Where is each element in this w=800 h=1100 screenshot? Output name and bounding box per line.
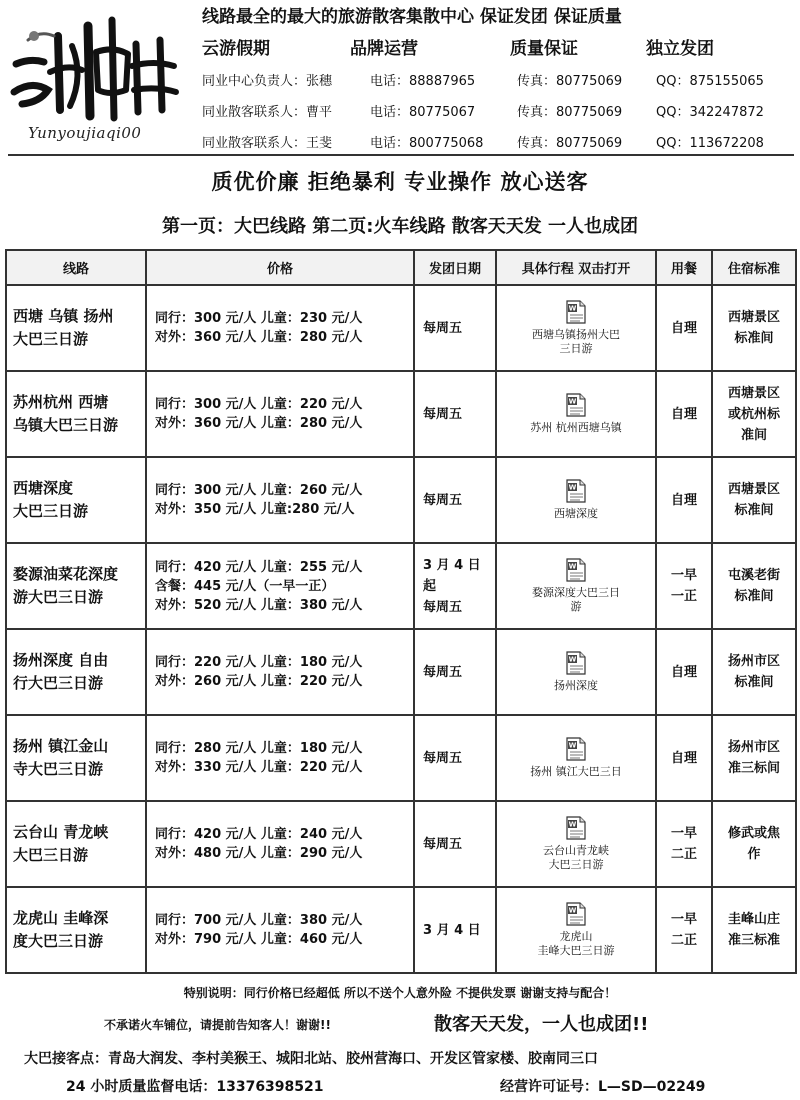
itinerary-cell[interactable]	[496, 801, 656, 887]
meal-plan: 一早	[670, 568, 697, 583]
brand-item: 质量保证	[510, 39, 578, 59]
contact-row	[202, 70, 792, 90]
itinerary-cell[interactable]	[496, 457, 656, 543]
route-name: 乌镇大巴三日游	[13, 416, 119, 434]
hotel-cell	[712, 715, 796, 801]
logo	[10, 6, 185, 146]
contact-role: 同业中心负责人：张穗	[202, 74, 333, 89]
date-cell	[414, 629, 496, 715]
meal-cell	[656, 801, 712, 887]
contact-phone: 电话：88887965	[370, 74, 476, 89]
svg-text:W: W	[568, 562, 577, 571]
price-cell	[146, 543, 414, 629]
route-name: 扬州深度 自由	[13, 651, 109, 669]
svg-text:W: W	[568, 906, 577, 915]
price-line: 对外：360 元/人 儿童：280 元/人	[155, 416, 363, 431]
pickup-points: 大巴接客点：青岛大润发、李村美猴王、城阳北站、胶州营海口、开发区管家楼、胶南同三口	[24, 1051, 598, 1067]
tagline-sub: 第一页：大巴线路 第二页:火车线路 散客天天发 一人也成团	[162, 216, 638, 237]
itinerary-file-name: 扬州深度	[554, 679, 598, 692]
price-line: 含餐：445 元/人（一早一正）	[155, 578, 335, 594]
header-divider	[8, 154, 794, 156]
price-cell	[146, 801, 414, 887]
word-document-icon[interactable]	[565, 737, 587, 761]
price-line: 同行：300 元/人 儿童：260 元/人	[155, 483, 363, 498]
special-note: 特别说明：同行价格已经超低 所以不送个人意外险 不提供发票 谢谢支持与配合！	[183, 986, 617, 1000]
price-line: 同行：220 元/人 儿童：180 元/人	[155, 655, 363, 670]
itinerary-cell[interactable]	[496, 715, 656, 801]
hotel-cell	[712, 543, 796, 629]
price-cell	[146, 371, 414, 457]
footer-slogan: 散客天天发，一人也成团!!	[434, 1014, 649, 1035]
route-name: 寺大巴三日游	[13, 760, 104, 778]
meal-cell	[656, 285, 712, 371]
price-line: 对外：350 元/人 儿童:280 元/人	[155, 502, 355, 517]
svg-text:W: W	[568, 741, 577, 750]
quality-hotline: 24 小时质量监督电话：13376398521	[66, 1079, 324, 1095]
header-slogan: 线路最全的最大的旅游散客集散中心 保证发团 保证质量	[202, 7, 622, 27]
route-cell	[6, 457, 146, 543]
departure-date: 每周五	[423, 750, 463, 766]
hotel-cell	[712, 887, 796, 973]
hotel-standard: 标准间	[734, 675, 774, 690]
itinerary-file-name: 婺源深度大巴三日	[532, 586, 620, 599]
itinerary-file-name: 游	[570, 600, 582, 613]
route-cell	[6, 371, 146, 457]
meal-cell	[656, 457, 712, 543]
meal-plan: 自理	[670, 320, 697, 336]
hotel-cell	[712, 371, 796, 457]
price-line: 同行：300 元/人 儿童：220 元/人	[155, 397, 363, 412]
hotel-standard: 修武或焦	[727, 826, 780, 841]
meal-cell	[656, 543, 712, 629]
hotel-standard: 或杭州标	[727, 406, 780, 422]
date-cell	[414, 715, 496, 801]
contact-row	[202, 101, 792, 121]
meal-plan: 自理	[670, 406, 697, 422]
route-table	[5, 249, 797, 974]
train-note: 不承诺火车铺位，请提前告知客人！谢谢!!	[104, 1018, 331, 1032]
brand-item: 独立发团	[646, 39, 714, 59]
departure-date: 每周五	[423, 664, 463, 680]
itinerary-file-name: 云台山青龙峡	[543, 844, 609, 857]
price-cell	[146, 285, 414, 371]
price-cell	[146, 887, 414, 973]
price-cell	[146, 629, 414, 715]
table-row	[6, 715, 796, 801]
route-name: 龙虎山 圭峰深	[13, 909, 109, 927]
hotel-cell	[712, 629, 796, 715]
route-name: 大巴三日游	[13, 502, 89, 520]
price-line: 同行：300 元/人 儿童：230 元/人	[155, 311, 363, 326]
header	[0, 0, 800, 156]
hotel-standard: 扬州市区	[727, 654, 780, 669]
word-document-icon[interactable]	[565, 479, 587, 503]
table-row	[6, 887, 796, 973]
meal-plan: 自理	[670, 492, 697, 508]
price-line: 同行：700 元/人 儿童：380 元/人	[155, 913, 363, 928]
meal-plan: 自理	[670, 750, 697, 766]
hotel-cell	[712, 457, 796, 543]
hotel-standard: 作	[747, 847, 761, 862]
hotel-standard: 标准间	[734, 589, 774, 604]
header-itinerary: 具体行程 双击打开	[496, 250, 656, 285]
date-cell	[414, 887, 496, 973]
itinerary-file-name: 龙虎山	[559, 930, 593, 943]
meal-plan: 自理	[670, 664, 697, 680]
itinerary-cell[interactable]	[496, 543, 656, 629]
route-cell	[6, 543, 146, 629]
route-name: 大巴三日游	[13, 846, 89, 864]
header-route: 线路	[6, 250, 146, 285]
contact-qq: QQ：875155065	[656, 74, 764, 89]
hotel-standard: 准间	[740, 427, 767, 443]
table-row	[6, 629, 796, 715]
route-cell	[6, 629, 146, 715]
contact-role: 同业散客联系人：曹平	[202, 105, 333, 120]
hotel-standard: 准三标准	[727, 933, 780, 948]
route-name: 云台山 青龙峡	[13, 823, 109, 841]
hotel-standard: 标准间	[734, 331, 774, 346]
itinerary-cell[interactable]	[496, 371, 656, 457]
hotel-standard: 西塘景区	[727, 385, 780, 401]
hotel-standard: 西塘景区	[727, 310, 780, 325]
departure-date: 每周五	[423, 492, 463, 508]
date-cell	[414, 457, 496, 543]
price-cell	[146, 457, 414, 543]
departure-date: 每周五	[423, 406, 463, 422]
price-line: 对外：480 元/人 儿童：290 元/人	[155, 846, 363, 861]
meal-cell	[656, 371, 712, 457]
hotel-standard: 西塘景区	[727, 482, 780, 497]
route-cell	[6, 801, 146, 887]
departure-date: 3 月 4 日	[423, 922, 481, 938]
itinerary-file-name: 扬州 镇江大巴三日	[530, 765, 622, 778]
itinerary-file-name: 大巴三日游	[548, 858, 604, 871]
table-row	[6, 457, 796, 543]
price-line: 同行：420 元/人 儿童：255 元/人	[155, 559, 363, 575]
table-row	[6, 801, 796, 887]
departure-date: 3 月 4 日	[423, 557, 481, 573]
route-name: 婺源油菜花深度	[13, 565, 119, 583]
word-document-icon[interactable]	[565, 558, 587, 582]
table-row	[6, 285, 796, 371]
route-name: 游大巴三日游	[13, 588, 104, 606]
meal-cell	[656, 887, 712, 973]
header-date: 发团日期	[414, 250, 496, 285]
contact-qq: QQ：113672208	[656, 136, 764, 151]
date-cell	[414, 801, 496, 887]
header-meal: 用餐	[656, 250, 712, 285]
contact-fax: 传真：80775069	[517, 105, 623, 120]
hotel-standard: 圭峰山庄	[727, 912, 780, 927]
date-cell	[414, 543, 496, 629]
brand-item: 云游假期	[202, 39, 270, 59]
logo-calligraphy	[10, 6, 185, 124]
price-line: 对外：330 元/人 儿童：220 元/人	[155, 760, 363, 775]
word-document-icon[interactable]	[565, 902, 587, 926]
route-name: 行大巴三日游	[13, 674, 104, 692]
word-document-icon[interactable]	[565, 393, 587, 417]
price-line: 对外：790 元/人 儿童：460 元/人	[155, 932, 363, 947]
header-hotel: 住宿标准	[712, 250, 796, 285]
table-row	[6, 371, 796, 457]
itinerary-file-name: 三日游	[559, 342, 593, 355]
word-document-icon[interactable]	[565, 816, 587, 840]
departure-date: 每周五	[423, 320, 463, 336]
meal-cell	[656, 715, 712, 801]
license-number: 经营许可证号：L—SD—02249	[500, 1079, 706, 1095]
hotel-cell	[712, 801, 796, 887]
svg-text:W: W	[568, 483, 577, 492]
hotel-standard: 准三标间	[727, 761, 780, 776]
svg-text:W: W	[568, 655, 577, 664]
meal-cell	[656, 629, 712, 715]
price-line: 同行：280 元/人 儿童：180 元/人	[155, 741, 363, 756]
meal-plan: 一早	[670, 912, 697, 927]
svg-text:W: W	[568, 397, 577, 406]
hotel-standard: 标准间	[734, 503, 774, 518]
route-name: 西塘 乌镇 扬州	[13, 307, 114, 325]
contact-qq: QQ：342247872	[656, 105, 764, 120]
itinerary-cell[interactable]	[496, 629, 656, 715]
departure-date: 每周五	[423, 836, 463, 852]
route-name: 西塘深度	[13, 479, 74, 497]
logo-subtitle: Yunyoujiaqi00	[28, 124, 142, 142]
contact-phone: 电话：800775068	[370, 136, 484, 151]
meal-plan: 二正	[670, 847, 697, 862]
word-document-icon[interactable]	[565, 300, 587, 324]
route-name: 大巴三日游	[13, 330, 89, 348]
contact-fax: 传真：80775069	[517, 136, 623, 151]
contact-phone: 电话：80775067	[370, 105, 476, 120]
route-cell	[6, 715, 146, 801]
svg-text:W: W	[568, 820, 577, 829]
itinerary-file-name: 西塘深度	[554, 507, 598, 520]
route-name: 度大巴三日游	[13, 932, 104, 950]
itinerary-cell[interactable]	[496, 887, 656, 973]
meal-plan: 二正	[670, 933, 697, 948]
contact-role: 同业散客联系人：王斐	[202, 136, 333, 151]
table-header-row	[6, 250, 796, 285]
tagline-main: 质优价廉 拒绝暴利 专业操作 放心送客	[211, 170, 589, 194]
table-row	[6, 543, 796, 629]
contact-row	[202, 132, 792, 152]
date-cell	[414, 371, 496, 457]
route-name: 苏州杭州 西塘	[13, 393, 109, 411]
hotel-standard: 扬州市区	[727, 740, 780, 755]
route-name: 扬州 镇江金山	[13, 737, 109, 755]
itinerary-file-name: 西塘乌镇扬州大巴	[532, 328, 620, 341]
brand-item: 品牌运营	[350, 39, 418, 59]
word-document-icon[interactable]	[565, 651, 587, 675]
route-cell	[6, 285, 146, 371]
brand-row	[202, 34, 792, 60]
hotel-standard: 屯溪老街	[727, 568, 780, 583]
price-line: 同行：420 元/人 儿童：240 元/人	[155, 827, 363, 842]
price-line: 对外：520 元/人 儿童：380 元/人	[155, 597, 363, 613]
hotel-cell	[712, 285, 796, 371]
price-line: 对外：260 元/人 儿童：220 元/人	[155, 674, 363, 689]
meal-plan: 一正	[670, 589, 697, 604]
date-cell	[414, 285, 496, 371]
price-line: 对外：360 元/人 儿童：280 元/人	[155, 330, 363, 345]
route-cell	[6, 887, 146, 973]
price-cell	[146, 715, 414, 801]
itinerary-file-name: 圭峰大巴三日游	[537, 944, 615, 957]
itinerary-file-name: 苏州 杭州西塘乌镇	[530, 421, 622, 434]
departure-date: 起	[423, 578, 437, 594]
svg-text:W: W	[568, 304, 577, 313]
meal-plan: 一早	[670, 826, 697, 841]
header-price: 价格	[146, 250, 414, 285]
itinerary-cell[interactable]	[496, 285, 656, 371]
contact-fax: 传真：80775069	[517, 74, 623, 89]
departure-date: 每周五	[423, 599, 463, 615]
